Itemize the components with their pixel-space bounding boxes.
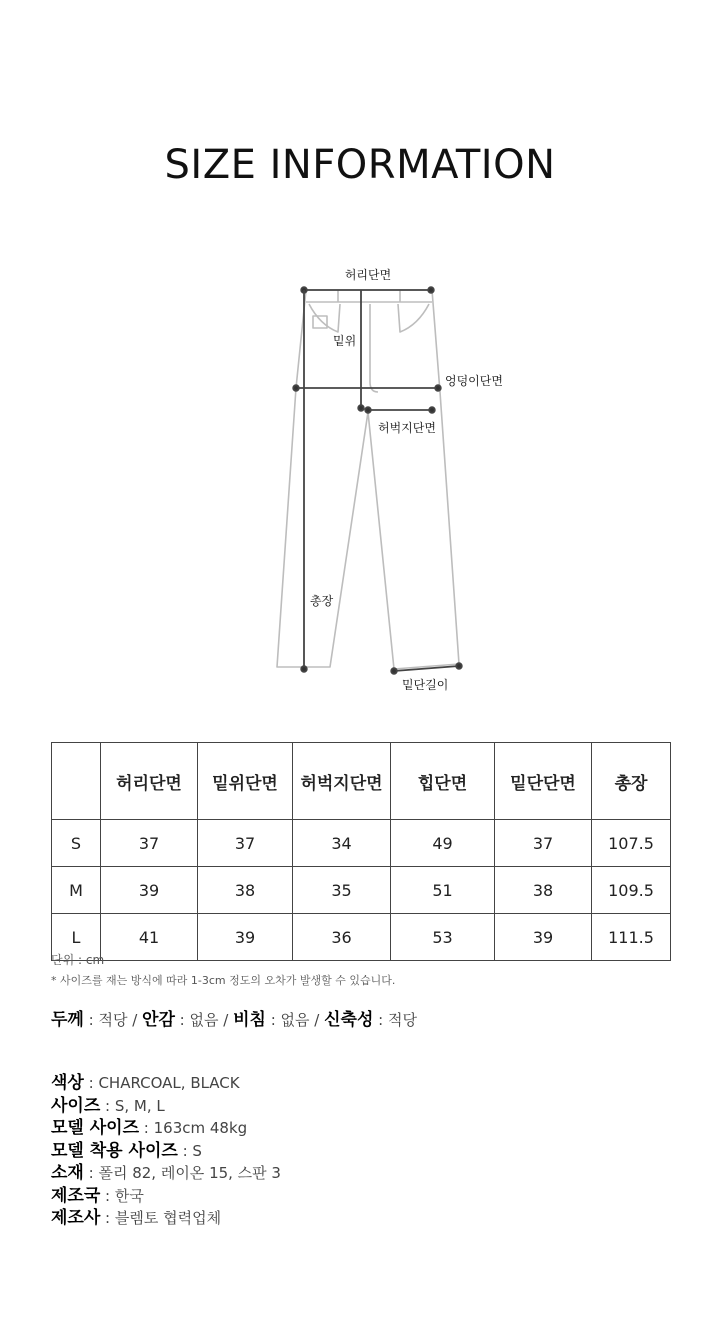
table-cell: 37 [198, 820, 293, 867]
attr-label: 신축성 [324, 1010, 374, 1030]
table-cell: 39 [495, 914, 592, 961]
label-rise: 밑위 [333, 334, 357, 348]
header-cell: 허리단면 [101, 743, 198, 820]
spec-value: CHARCOAL, BLACK [98, 1074, 240, 1092]
spec-value: 163cm 48kg [153, 1119, 248, 1137]
table-cell: 36 [293, 914, 391, 961]
table-cell: 37 [495, 820, 592, 867]
label-hip: 엉덩이단면 [445, 374, 503, 388]
size-notes [51, 952, 395, 989]
measurement-warning: * 사이즈를 재는 방식에 따라 1-3cm 정도의 오차가 발생할 수 있습니다. [51, 974, 396, 987]
header-cell: 총장 [592, 743, 671, 820]
spec-manufacturer: 제조사 : 블렘토 협력업체 [51, 1208, 222, 1228]
label-hem: 밑단길이 [402, 678, 449, 692]
label-waist: 허리단면 [344, 268, 392, 282]
spec-color: 색상 : CHARCOAL, BLACK [51, 1073, 240, 1093]
attr-value: 없음 [280, 1011, 310, 1029]
header-cell: 힙단면 [391, 743, 495, 820]
table-cell: 38 [495, 867, 592, 914]
spec-model-size: 모델 사이즈 : 163cm 48kg [51, 1118, 248, 1138]
table-cell: L [52, 914, 101, 961]
header-cell: 밑단단면 [495, 743, 592, 820]
header-cell: 허벅지단면 [293, 743, 391, 820]
attr-value: 없음 [189, 1011, 219, 1029]
fly-stitch [370, 304, 378, 392]
spec-label: 모델 착용 사이즈 [51, 1140, 178, 1161]
table-cell: M [52, 867, 101, 914]
header-cell [52, 743, 101, 820]
spec-material: 소재 : 폴리 82, 레이온 15, 스판 3 [51, 1163, 281, 1183]
table-row [52, 867, 671, 914]
page-title: SIZE INFORMATION [164, 142, 556, 188]
spec-label: 제조국 [51, 1185, 101, 1206]
attr-value: 적당 [98, 1011, 128, 1029]
table-cell: S [52, 820, 101, 867]
label-thigh: 허벅지단면 [378, 421, 436, 435]
spec-model-wearing-size: 모델 착용 사이즈 : S [51, 1140, 202, 1161]
spec-value: 블렘토 협력업체 [114, 1209, 222, 1227]
table-cell: 49 [391, 820, 495, 867]
table-cell: 35 [293, 867, 391, 914]
pants-diagram [0, 255, 720, 705]
attr-label: 비침 [233, 1010, 266, 1030]
product-specs [51, 1072, 281, 1230]
table-cell: 107.5 [592, 820, 671, 867]
coin-pocket [313, 316, 327, 328]
spec-label: 모델 사이즈 [51, 1118, 140, 1138]
spec-size: 사이즈 : S, M, L [51, 1095, 165, 1116]
table-cell: 41 [101, 914, 198, 961]
header-cell: 밑위단면 [198, 743, 293, 820]
spec-origin: 제조국 : 한국 [51, 1185, 144, 1206]
attr-label: 두께 [51, 1010, 84, 1030]
table-row [52, 820, 671, 867]
table-header-row [52, 743, 671, 820]
table-cell: 39 [101, 867, 198, 914]
spec-value: 한국 [114, 1186, 144, 1205]
table-cell: 109.5 [592, 867, 671, 914]
table-cell: 34 [293, 820, 391, 867]
attr-value: 적당 [387, 1011, 417, 1029]
label-total-length: 총장 [310, 594, 334, 608]
spec-label: 소재 [51, 1163, 84, 1183]
right-pocket [398, 304, 429, 332]
spec-label: 사이즈 [51, 1095, 101, 1116]
table-cell: 37 [101, 820, 198, 867]
fabric-attributes: 두께 : 적당 / 안감 : 없음 / 비침 : 없음 / 신축성 : 적당 [51, 1010, 417, 1030]
spec-value: S [192, 1141, 202, 1160]
size-table [51, 742, 671, 961]
table-cell: 51 [391, 867, 495, 914]
spec-label: 색상 [51, 1073, 84, 1093]
table-cell: 53 [391, 914, 495, 961]
table-cell: 38 [198, 867, 293, 914]
spec-value: 폴리 82, 레이온 15, 스판 3 [98, 1164, 281, 1182]
attr-label: 안감 [142, 1010, 175, 1030]
spec-label: 제조사 [51, 1208, 101, 1228]
table-cell: 39 [198, 914, 293, 961]
spec-value: S, M, L [114, 1096, 165, 1115]
unit-note: 단위 : cm [51, 953, 105, 967]
table-cell: 111.5 [592, 914, 671, 961]
